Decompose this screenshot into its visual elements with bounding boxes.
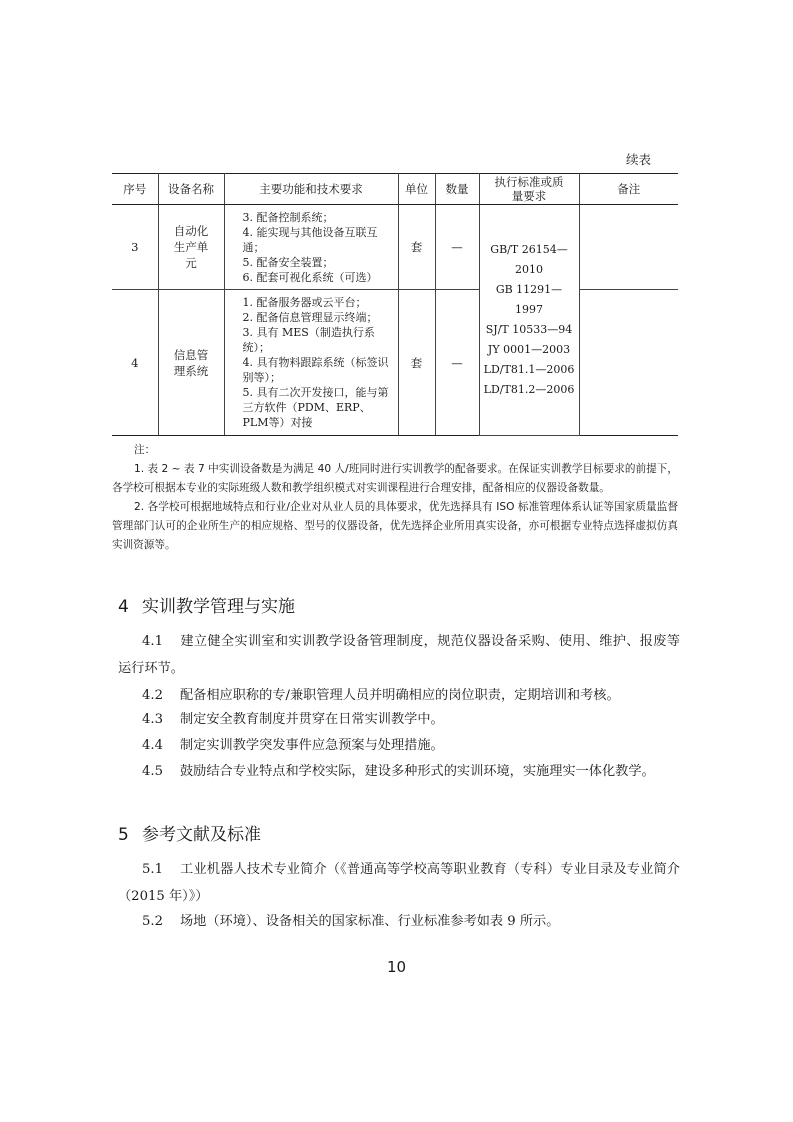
standard-item: SJ/T 10533—94 xyxy=(485,323,573,336)
row-unit: 套 xyxy=(398,205,435,290)
clause-text: 工业机器人技术专业简介（《普通高等学校高等职业教育（专科）专业目录及专业简介（2015 年）》） xyxy=(118,862,680,904)
table-row xyxy=(112,205,678,290)
clause-number: 5.2 xyxy=(142,914,163,929)
table-notes xyxy=(112,441,678,555)
section-5-number: 5 xyxy=(118,825,129,845)
clause-number: 5.1 xyxy=(142,862,163,877)
clause-number: 4.3 xyxy=(142,712,163,727)
standard-item: GB/T 26154—2010 xyxy=(490,243,568,276)
header-standard-label: 执行标准或质量要求 xyxy=(494,175,564,203)
clause-number: 4.5 xyxy=(142,764,163,779)
table-row xyxy=(112,290,678,436)
clause-text: 场地（环境）、设备相关的国家标准、行业标准参考如表 9 所示。 xyxy=(180,914,560,929)
row-features xyxy=(224,290,398,436)
equipment-table xyxy=(112,173,678,436)
feature-line: 2. 配备信息管理显示终端； xyxy=(242,311,378,324)
clause-5-1 xyxy=(118,856,680,910)
section-5-heading xyxy=(118,820,261,845)
row-no: 4 xyxy=(112,290,158,436)
feature-line: 3. 具有 MES（制造执行系统）； xyxy=(242,326,375,354)
clause-text: 制定实训教学突发事件应急预案与处理措施。 xyxy=(180,738,444,753)
feature-line: 1. 配备服务器或云平台； xyxy=(242,296,367,309)
row-qty: — xyxy=(435,205,479,290)
clause-5-2 xyxy=(118,908,680,935)
standard-item: LD/T81.1—2006 xyxy=(483,363,575,376)
notes-title: 注： xyxy=(134,444,156,456)
continued-table-label: 续表 xyxy=(626,152,652,167)
clause-number: 4.2 xyxy=(142,688,163,703)
row-unit: 套 xyxy=(398,290,435,436)
row-name-text: 自动化生产单元 xyxy=(173,224,209,270)
clause-text: 配备相应职称的专/兼职管理人员并明确相应的岗位职责，定期培训和考核。 xyxy=(180,688,620,703)
feature-line: 4. 具有物料跟踪系统（标签识别等）； xyxy=(242,356,389,384)
row-no: 3 xyxy=(112,205,158,290)
header-qty: 数量 xyxy=(435,174,479,205)
standard-item: GB 11291—1997 xyxy=(495,283,563,316)
section-4-heading xyxy=(118,592,295,617)
row-name xyxy=(158,290,224,436)
clause-4-3 xyxy=(118,706,680,733)
header-unit: 单位 xyxy=(398,174,435,205)
feature-line: 4. 能实现与其他设备互联互通； xyxy=(242,225,378,254)
standard-item: JY 0001—2003 xyxy=(487,343,571,356)
header-remark: 备注 xyxy=(579,174,678,205)
clause-text: 建立健全实训室和实训教学设备管理制度，规范仪器设备采购、使用、维护、报废等运行环节。 xyxy=(118,634,680,676)
row-name-text: 信息管理系统 xyxy=(173,347,209,378)
feature-line: 5. 具有二次开发接口，能与第三方软件（PDM、ERP、PLM等）对接 xyxy=(242,386,389,429)
header-standard xyxy=(479,174,579,205)
row-features xyxy=(224,205,398,290)
row-name xyxy=(158,205,224,290)
clause-text: 鼓励结合专业特点和学校实际，建设多种形式的实训环境，实施理实一体化教学。 xyxy=(180,764,655,779)
header-features: 主要功能和技术要求 xyxy=(224,174,398,205)
clause-4-5 xyxy=(118,758,680,785)
clause-number: 4.1 xyxy=(142,634,163,649)
clause-4-1 xyxy=(118,628,680,682)
row-remark xyxy=(579,205,678,290)
row-qty: — xyxy=(435,290,479,436)
note-item: 1. 表 2 ~ 表 7 中实训设备数是为满足 40 人/班同时进行实训教学的配备要求。在保证实训教学目标要求的前提下，各学校可根据本专业的实际班级人数和教学组织模式对实训课程进行合理安排，配备相应的仪器设备数量。 xyxy=(112,463,678,494)
clause-number: 4.4 xyxy=(142,738,163,753)
clause-4-2 xyxy=(118,682,680,709)
feature-line: 3. 配备控制系统； xyxy=(242,210,334,224)
section-4-number: 4 xyxy=(118,597,129,617)
row-remark xyxy=(579,290,678,436)
header-no: 序号 xyxy=(112,174,158,205)
section-5-title: 参考文献及标准 xyxy=(142,825,261,845)
feature-line: 6. 配套可视化系统（可选） xyxy=(242,270,378,284)
page-number: 10 xyxy=(386,958,407,976)
feature-line: 5. 配备安全装置； xyxy=(242,255,334,269)
clause-text: 制定安全教育制度并贯穿在日常实训教学中。 xyxy=(180,712,444,727)
standards-cell xyxy=(479,205,579,436)
clause-4-4 xyxy=(118,732,680,759)
standard-item: LD/T81.2—2006 xyxy=(483,383,575,396)
note-item: 2. 各学校可根据地域特点和行业/企业对从业人员的具体要求，优先选择具有 ISO 标准管理体系认证等国家质量监督管理部门认可的企业所生产的相应规格、型号的仪器设备，优先选择企业所用真实设备，亦可根据专业特点选择虚拟仿真实训资源等。 xyxy=(112,501,678,551)
table-header-row xyxy=(112,174,678,205)
section-4-title: 实训教学管理与实施 xyxy=(142,597,295,617)
header-name: 设备名称 xyxy=(158,174,224,205)
